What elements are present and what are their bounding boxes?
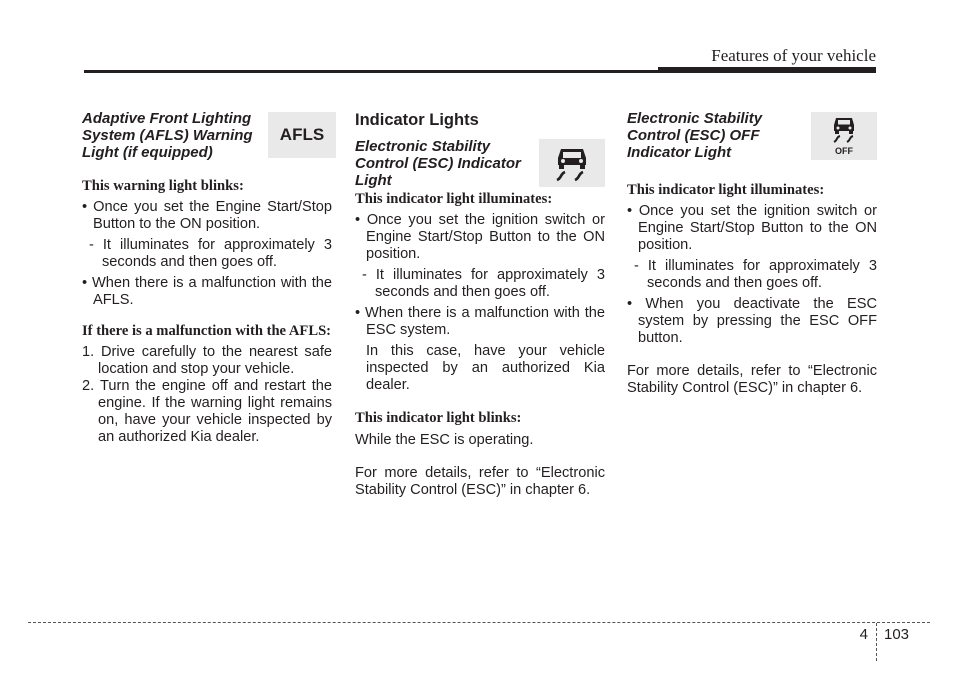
afls-subtitle-line: Light (if equipped) xyxy=(82,144,213,161)
esc-bullet-continuation: In this case, have your vehicle inspected by an authorized Kia dealer. xyxy=(366,343,605,393)
afls-sub-bullet: - It illuminates for approximately 3 seconds and then goes off. xyxy=(89,237,332,270)
esc-illuminates-label: This indicator light illuminates: xyxy=(355,191,553,207)
afls-subtitle-line: System (AFLS) Warning xyxy=(82,127,253,144)
esc-off-subtitle-line: Electronic Stability xyxy=(627,110,763,127)
afls-bullet-text: When there is a malfunction with the AFLS. xyxy=(91,275,332,308)
footer-page-divider xyxy=(876,623,877,661)
esc-off-bullet-text: When you deactivate the ESC system by pressing the ESC OFF button. xyxy=(638,296,877,346)
afls-blinks-label: This warning light blinks: xyxy=(82,178,244,194)
skidding-car-icon xyxy=(552,143,592,183)
skidding-car-off-icon xyxy=(824,115,864,157)
esc-off-bullet: • When you deactivate the ESC system by pressing the ESC OFF button. xyxy=(627,296,877,346)
esc-bullet-text: Once you set the ignition switch or Engine Start/Stop Button to the ON position. xyxy=(366,212,606,262)
afls-bullet: • When there is a malfunction with the AFLS. xyxy=(82,275,332,308)
esc-sub-bullet: - It illuminates for approximately 3 seconds and then goes off. xyxy=(362,267,605,300)
afls-subtitle-line: Adaptive Front Lighting xyxy=(82,110,252,127)
esc-bullet-text: When there is a malfunction with the ESC system. xyxy=(364,305,605,338)
esc-subtitle-line: Light xyxy=(355,172,392,189)
esc-off-subtitle-line: Control (ESC) OFF xyxy=(627,127,760,144)
chapter-number: 4 xyxy=(859,626,868,643)
afls-warning-icon xyxy=(268,112,336,158)
indicator-lights-heading: Indicator Lights xyxy=(355,111,479,129)
esc-off-more-details: For more details, refer to “Electronic Stability Control (ESC)” in chapter 6. xyxy=(627,363,877,396)
footer-dashed-rule xyxy=(28,622,930,623)
esc-off-bullet: • Once you set the ignition switch or Engine Start/Stop Button to the ON position. xyxy=(627,203,878,253)
afls-bullet: • Once you set the Engine Start/Stop Button to the ON position. xyxy=(82,199,332,232)
esc-off-bullet-text: Once you set the ignition switch or Engine Start/Stop Button to the ON position. xyxy=(638,203,878,253)
esc-subtitle-line: Control (ESC) Indicator xyxy=(355,155,521,172)
page-number: 103 xyxy=(884,626,910,643)
esc-off-icon-text: OFF xyxy=(835,146,853,156)
column-afls xyxy=(82,110,332,446)
section-title: Features of your vehicle xyxy=(711,46,876,65)
esc-off-subtitle-line: Indicator Light xyxy=(627,144,732,161)
esc-more-details: For more details, refer to “Electronic Stability Control (ESC)” in chapter 6. xyxy=(355,465,605,498)
esc-bullet: • When there is a malfunction with the ESC system. xyxy=(355,305,605,338)
esc-subtitle-line: Electronic Stability xyxy=(355,138,491,155)
afls-malfunction-label: If there is a malfunction with the AFLS: xyxy=(82,323,332,339)
afls-step: 1. Drive carefully to the nearest safe location and stop your vehicle. xyxy=(82,344,332,377)
esc-off-illuminates-label: This indicator light illuminates: xyxy=(627,182,825,198)
afls-icon-text: AFLS xyxy=(279,125,325,144)
header-tab xyxy=(658,67,876,73)
esc-off-indicator-icon xyxy=(811,112,877,160)
afls-bullet-text: Once you set the Engine Start/Stop Button to the ON position. xyxy=(93,199,332,232)
esc-blinks-label: This indicator light blinks: xyxy=(355,410,522,426)
esc-indicator-icon xyxy=(539,139,605,187)
esc-bullet: • Once you set the ignition switch or Engine Start/Stop Button to the ON position. xyxy=(355,212,606,262)
esc-blinks-text: While the ESC is operating. xyxy=(355,432,534,448)
afls-step: 2. Turn the engine off and restart the engine. If the warning light remains on, have your vehicle inspected by an authorized Kia dealer. xyxy=(82,378,332,445)
esc-off-sub-bullet: - It illuminates for approximately 3 seconds and then goes off. xyxy=(634,258,877,291)
